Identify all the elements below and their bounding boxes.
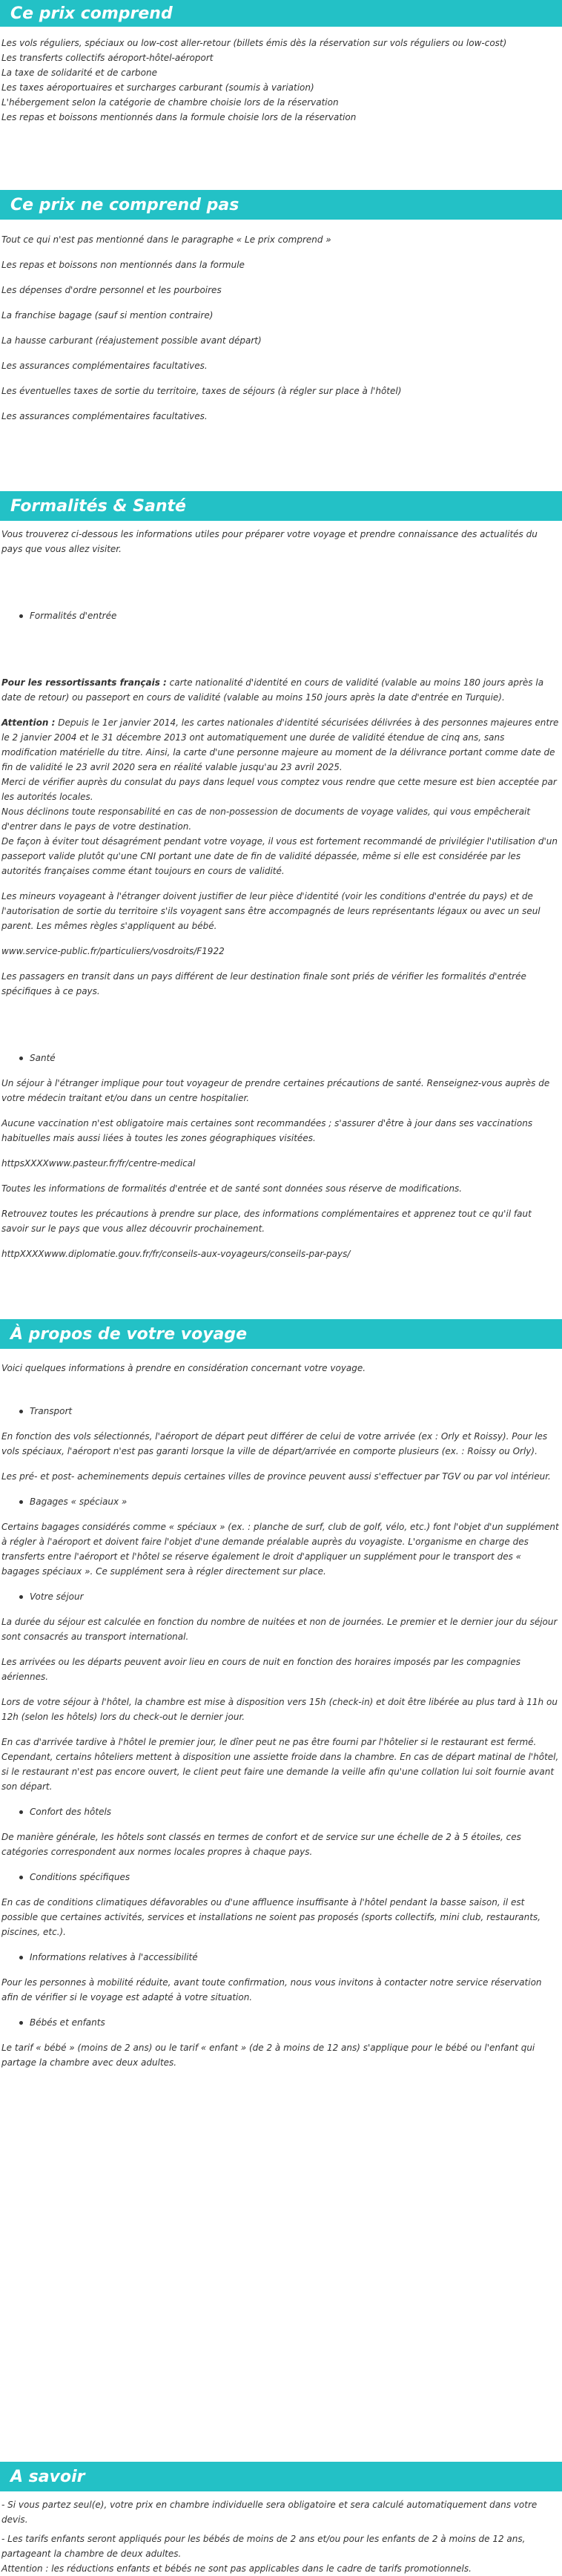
list-item: Tout ce qui n'est pas mentionné dans le paragraphe « Le prix comprend » [1,234,331,245]
list-item: Les assurances complémentaires facultatives. [1,361,208,371]
bullet-icon [19,1876,23,1879]
french-label: Pour les ressortissants français : [1,677,167,688]
list-item: Les assurances complémentaires facultatives. [1,411,208,421]
bullet-label: Informations relatives à l'accessibilité [30,1952,198,1962]
bullet-stay [1,1589,561,1604]
transport-text-2: Les pré- et post- acheminements depuis certaines villes de province peuvent aussi s'effectuer par TGV ou par vol intérieur. [1,1471,551,1482]
bullet-icon [19,1595,23,1599]
french-text: carte nationalité d'identité en cours de validité (valable au moins 180 jours après la date de retour) ou passeport en cours de validité (valable au moins 150 jours après la date d'entrée en Turquie). [1,677,544,703]
bullet-icon [19,1810,23,1814]
bullet-comfort [1,1804,561,1819]
service-public-link[interactable]: www.service-public.fr/particuliers/vosdroits/F1922 [1,946,225,956]
stay-text: En cas d'arrivée tardive à l'hôtel le premier jour, le dîner peut ne pas être fourni par l'hôtelier si le restaurant est fermé. Cependant, certains hôteliers mettent à disposition une assiette froide dans la chambre. En cas de départ matinal de l'hôtel, si le restaurant n'est pas encore ouvert, le client peut faire une demande la veille afin qu'une collation lui soit fournie avant son départ. [1,1737,559,1792]
babies-text: Le tarif « bébé » (moins de 2 ans) ou le tarif « enfant » (de 2 à moins de 12 ans) s'applique pour le bébé ou l'enfant qui partage la chambre avec deux adultes. [1,2043,535,2068]
price-excludes-list [0,227,562,429]
bullet-icon [19,2021,23,2025]
attention-label: Attention : [1,717,56,728]
stay-text: Les arrivées ou les départs peuvent avoir lieu en cours de nuit en fonction des horaires imposés par les compagnies aériennes. [1,1657,521,1682]
section-title: À propos de votre voyage [10,1324,248,1344]
baggage-text: Certains bagages considérés comme « spéciaux » (ex. : planche de surf, club de golf, vélo, etc.) font l'objet d'un supplément à régler à l'aéroport et doivent faire l'objet d'une demande préalable auprès du voyagiste. L'organisme en charge des transferts entre l'aéroport et l'hôtel se réserve également le droit d'appliquer un supplément pour le transport des « bagages spéciaux ». Ce supplément sera à régler directement sur place. [1,1522,559,1577]
section-header-price-includes [0,0,562,27]
accessibility-text: Pour les personnes à mobilité réduite, avant toute confirmation, nous vous invitons à contacter notre service réservation afin de vérifier si le voyage est adapté à votre situation. [1,1977,542,2002]
bullet-babies [1,2015,561,2030]
stay-text: La durée du séjour est calculée en fonction du nombre de nuitées et non de journées. Le premier et le dernier jour du séjour sont consacrés au transport international. [1,1617,558,1642]
bullet-label: Formalités d'entrée [30,611,117,621]
list-item: Les repas et boissons mentionnés dans la formule choisie lors de la réservation [1,112,357,122]
good-to-know-content [0,2497,562,2576]
bullet-label: Transport [30,1406,73,1416]
bullet-accessibility [1,1950,561,1965]
section-title: Ce prix ne comprend pas [10,195,239,214]
list-item: Les dépenses d'ordre personnel et les pourboires [1,285,222,295]
attention-body: Depuis le 1er janvier 2014, les cartes nationales d'identité sécurisées délivrées à des personnes majeures entre le 2 janvier 2004 et le 31 décembre 2013 ont automatiquement une durée de validité étendue de cinq ans, sans modification matérielle du titre. Ainsi, la carte d'une personne majeure au moment de la délivrance portant comme date de fin de validité le 23 avril 2020 sera en réalité valable jusqu'au 23 avril 2025. [1,717,559,772]
bullet-label: Votre séjour [30,1591,84,1602]
bullet-entry-formalities [1,608,561,623]
section-header-price-excludes [0,190,562,220]
list-item: Les vols réguliers, spéciaux ou low-cost aller-retour (billets émis dès la réservation sur vols réguliers ou low-cost) [1,38,507,48]
bullet-health [1,1051,561,1065]
section-header-about-trip [0,1319,562,1349]
paragraph: De façon à éviter tout désagrément pendant votre voyage, il vous est fortement recommandé de privilégier l'utilisation d'un passeport valide plutôt qu'une CNI portant une date de fin de validité dépassée, même si elle est considérée par les autorités françaises comme étant toujours en cours de validité. [1,836,558,876]
vaccination-text: Aucune vaccination n'est obligatoire mais certaines sont recommandées ; s'assurer d'être à jour dans ses vaccinations habituelles mais aussi liées à toutes les zones géographiques visitées. [1,1118,533,1143]
bullet-icon [19,1956,23,1959]
diplomatie-link[interactable]: httpXXXXwww.diplomatie.gouv.fr/fr/conseils-aux-voyageurs/conseils-par-pays/ [1,1249,351,1259]
french-nationals-text [1,675,561,705]
know-line: - Les tarifs enfants seront appliqués pour les bébés de moins de 2 ans et/ou pour les enfants de 2 à moins de 12 ans, partageant la chambre de deux adultes. [1,2534,526,2559]
comfort-text: De manière générale, les hôtels sont classés en termes de confort et de service sur une échelle de 2 à 5 étoiles, ces catégories correspondent aux normes locales propres à chaque pays. [1,1832,521,1857]
bullet-label: Bébés et enfants [30,2017,105,2028]
attention-text [1,715,561,775]
bullet-transport [1,1404,561,1419]
stay-text: Lors de votre séjour à l'hôtel, la chambre est mise à disposition vers 15h (check-in) et doit être libérée au plus tard à 11h ou 12h (selon les hôtels) lors du check-out le dernier jour. [1,1697,558,1722]
paragraph: Merci de vérifier auprès du consulat du pays dans lequel vous comptez vous rendre que cette mesure est bien acceptée par les autorités locales. [1,777,557,802]
section-header-good-to-know [0,2462,562,2491]
pasteur-link[interactable]: httpsXXXXwww.pasteur.fr/fr/centre-medical [1,1158,196,1169]
retrieve-text: Retrouvez toutes les précautions à prendre sur place, des informations complémentaires et apprenez tout ce qu'il faut savoir sur le pays que vous allez découvrir prochainement. [1,1209,532,1234]
bullet-icon [19,1057,23,1060]
bullet-icon [19,1410,23,1413]
list-item: Les transferts collectifs aéroport-hôtel-aéroport [1,53,214,63]
list-item: La franchise bagage (sauf si mention contraire) [1,310,214,321]
section-header-formalities [0,491,562,521]
transit-text: Les passagers en transit dans un pays différent de leur destination finale sont priés de vérifier les formalités d'entrée spécifiques à ce pays. [1,971,526,996]
intro-text: Voici quelques informations à prendre en considération concernant votre voyage. [1,1363,366,1373]
minors-text: Les mineurs voyageant à l'étranger doivent justifier de leur pièce d'identité (voir les conditions d'entrée du pays) et de l'autorisation de sortie du territoire s'ils voyagent sans être accompagnés de leurs représentants légaux ou avec un seul parent. Les mêmes règles s'appliquent au bébé. [1,891,540,931]
list-item: La hausse carburant (réajustement possible avant départ) [1,335,262,346]
bullet-label: Conditions spécifiques [30,1872,130,1882]
transport-text: En fonction des vols sélectionnés, l'aéroport de départ peut différer de celui de votre arrivée (ex : Orly et Roissy). Pour les vols spéciaux, l'aéroport n'est pas garanti lorsque la ville de départ/arrivée en comporte plusieurs (ex. : Roissy ou Orly). [1,1431,548,1456]
list-item: L'hébergement selon la catégorie de chambre choisie lors de la réservation [1,97,339,108]
bullet-label: Santé [30,1053,56,1063]
changes-text: Toutes les informations de formalités d'entrée et de santé sont données sous réserve de modifications. [1,1183,463,1194]
bullet-baggage [1,1494,561,1509]
paragraph: Nous déclinons toute responsabilité en cas de non-possession de documents de voyage valides, qui vous empêcherait d'entrer dans le pays de votre destination. [1,806,531,832]
section-title: Ce prix comprend [10,4,173,23]
price-includes-list [0,36,562,125]
formalities-content [0,527,562,1261]
section-title: A savoir [10,2467,85,2486]
list-item: Les taxes aéroportuaires et surcharges carburant (soumis à variation) [1,82,314,93]
intro-text: Vous trouverez ci-dessous les informations utiles pour préparer votre voyage et prendre connaissance des actualités du pays que vous allez visiter. [1,529,538,554]
bullet-conditions [1,1870,561,1885]
list-item: Les éventuelles taxes de sortie du territoire, taxes de séjours (à régler sur place à l'hôtel) [1,386,402,396]
list-item: Les repas et boissons non mentionnés dans la formule [1,260,245,270]
know-line: Attention : les réductions enfants et bébés ne sont pas applicables dans le cadre de tarifs promotionnels. [1,2563,472,2574]
about-trip-content [0,1361,562,2070]
bullet-icon [19,1500,23,1504]
health-text: Un séjour à l'étranger implique pour tout voyageur de prendre certaines précautions de santé. Renseignez-vous auprès de votre médecin traitant et/ou dans un centre hospitalier. [1,1078,550,1103]
bullet-label: Confort des hôtels [30,1807,112,1817]
conditions-text: En cas de conditions climatiques défavorables ou d'une affluence insuffisante à l'hôtel pendant la basse saison, il est possible que certaines activités, services et installations ne soient pas proposés (sports collectifs, mini club, restaurants, piscines, etc.). [1,1897,541,1937]
bullet-label: Bagages « spéciaux » [30,1496,128,1507]
bullet-icon [19,614,23,618]
know-line: - Si vous partez seul(e), votre prix en chambre individuelle sera obligatoire et sera calculé automatiquement dans votre devis. [1,2500,538,2525]
list-item: La taxe de solidarité et de carbone [1,68,157,78]
section-title: Formalités & Santé [10,496,186,516]
